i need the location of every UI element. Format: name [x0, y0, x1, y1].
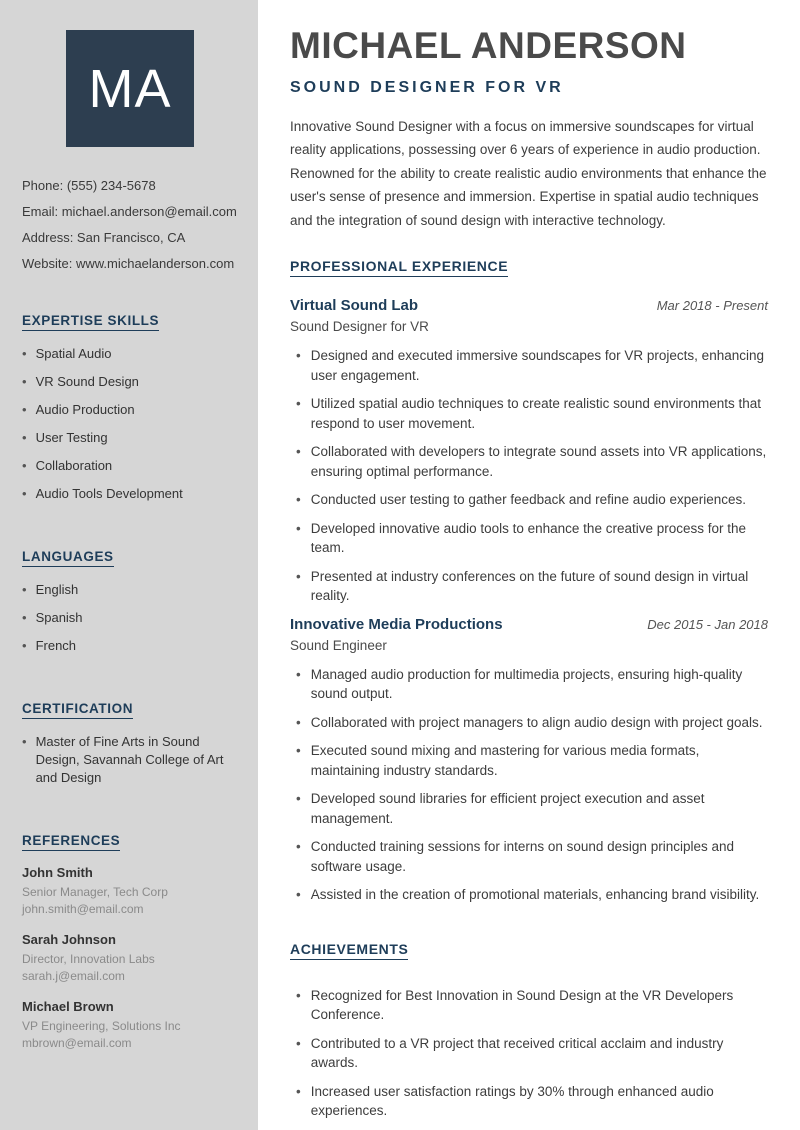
achievement-text: Increased user satisfaction ratings by 30% through enhanced audio experiences.	[310, 1083, 714, 1119]
bullet-icon: •	[22, 638, 27, 653]
main-content	[258, 0, 800, 1130]
bullet-text: Utilized spatial audio techniques to create realistic sound environments that respond to user movement.	[310, 396, 761, 431]
language-label: Spanish	[35, 610, 83, 625]
list-item	[290, 394, 768, 433]
list-item	[22, 429, 238, 447]
job-role: Sound Engineer	[290, 637, 387, 653]
bullet-icon: •	[296, 568, 301, 584]
bullet-text: Collaborated with project managers to align audio design with project goals.	[310, 714, 763, 730]
list-item	[290, 1082, 768, 1121]
job-bullets	[290, 346, 768, 606]
certification-heading: CERTIFICATION	[22, 701, 133, 719]
list-item	[22, 609, 238, 627]
achievement-text: Contributed to a VR project that received critical acclaim and industry awards.	[310, 1035, 724, 1071]
reference-title: Director, Innovation Labs	[22, 952, 155, 966]
bullet-icon: •	[22, 734, 27, 749]
achievements-heading: ACHIEVEMENTS	[290, 941, 408, 960]
reference-title: VP Engineering, Solutions Inc	[22, 1019, 181, 1033]
list-item	[22, 733, 238, 787]
reference-name: John Smith	[22, 865, 93, 880]
bullet-text: Managed audio production for multimedia projects, ensuring high-quality sound output.	[310, 666, 743, 702]
job-bullets	[290, 665, 768, 905]
bullet-icon: •	[22, 486, 27, 501]
reference-email: sarah.j@email.com	[22, 969, 125, 983]
reference-email: john.smith@email.com	[22, 902, 144, 916]
list-item	[22, 581, 238, 599]
bullet-text: Conducted training sessions for interns on sound design principles and software usage.	[310, 839, 734, 874]
list-item	[290, 741, 768, 780]
reference-title: Senior Manager, Tech Corp	[22, 885, 168, 899]
bullet-icon: •	[22, 582, 27, 597]
list-item	[290, 442, 768, 481]
job-entry	[290, 297, 768, 606]
certification-list	[22, 733, 238, 787]
list-item	[22, 485, 238, 503]
list-item	[22, 401, 238, 419]
skill-label: Audio Tools Development	[35, 486, 183, 501]
bullet-text: Developed sound libraries for efficient project execution and asset management.	[310, 791, 705, 826]
bullet-icon: •	[296, 1035, 301, 1051]
bullet-icon: •	[296, 714, 301, 730]
bullet-icon: •	[296, 743, 301, 759]
company-name: Virtual Sound Lab	[290, 297, 419, 315]
list-item	[290, 665, 768, 704]
bullet-icon: •	[22, 458, 27, 473]
job-header	[290, 616, 768, 633]
job-entry	[290, 616, 768, 905]
skill-label: VR Sound Design	[35, 374, 139, 389]
company-name: Innovative Media Productions	[290, 615, 503, 633]
bullet-icon: •	[22, 610, 27, 625]
references-heading: REFERENCES	[22, 833, 120, 851]
bullet-icon: •	[22, 430, 27, 445]
reference-item	[22, 932, 238, 985]
reference-item	[22, 999, 238, 1052]
references-list	[22, 865, 238, 1052]
bullet-text: Designed and executed immersive soundscapes for VR projects, enhancing user engagement.	[310, 348, 764, 383]
bullet-icon: •	[296, 520, 301, 536]
bullet-icon: •	[296, 666, 301, 682]
avatar	[66, 30, 194, 147]
list-item	[290, 789, 768, 828]
list-item	[22, 345, 238, 363]
skill-label: Spatial Audio	[35, 346, 112, 361]
skill-label: Audio Production	[35, 402, 135, 417]
list-item	[290, 885, 768, 905]
page-title: MICHAEL ANDERSON	[290, 25, 687, 66]
languages-heading: LANGUAGES	[22, 549, 114, 567]
list-item	[290, 837, 768, 876]
job-dates: Mar 2018 - Present	[656, 298, 768, 314]
contact-info	[22, 173, 238, 277]
contact-phone: Phone: (555) 234-5678	[22, 178, 156, 193]
bullet-icon: •	[296, 396, 301, 412]
job-header	[290, 297, 768, 314]
bullet-text: Collaborated with developers to integrate sound assets into VR applications, ensuring optimal performance.	[310, 444, 767, 479]
bullet-text: Conducted user testing to gather feedback and refine audio experiences.	[310, 492, 747, 508]
headline-title: SOUND DESIGNER FOR VR	[290, 78, 564, 96]
language-label: French	[35, 638, 77, 653]
skills-heading: EXPERTISE SKILLS	[22, 313, 159, 331]
bullet-icon: •	[296, 791, 301, 807]
list-item	[22, 373, 238, 391]
job-dates: Dec 2015 - Jan 2018	[647, 616, 768, 632]
list-item	[290, 567, 768, 606]
sidebar	[0, 0, 258, 1130]
job-role: Sound Designer for VR	[290, 319, 429, 335]
list-item	[290, 519, 768, 558]
reference-name: Sarah Johnson	[22, 932, 116, 947]
languages-list	[22, 581, 238, 655]
reference-name: Michael Brown	[22, 999, 114, 1014]
list-item	[290, 713, 768, 733]
achievement-text: Recognized for Best Innovation in Sound Design at the VR Developers Conference.	[310, 987, 734, 1023]
skill-label: Collaboration	[35, 458, 113, 473]
reference-email: mbrown@email.com	[22, 1036, 132, 1050]
bullet-icon: •	[296, 887, 301, 903]
contact-address: Address: San Francisco, CA	[22, 230, 186, 245]
bullet-icon: •	[22, 402, 27, 417]
bullet-icon: •	[296, 492, 301, 508]
skill-label: User Testing	[35, 430, 108, 445]
bullet-icon: •	[22, 374, 27, 389]
achievements-list	[290, 986, 768, 1121]
list-item	[22, 457, 238, 475]
list-item	[290, 490, 768, 510]
bullet-text: Assisted in the creation of promotional materials, enhancing brand visibility.	[310, 887, 760, 903]
bullet-text: Presented at industry conferences on the future of sound design in virtual reality.	[310, 568, 749, 604]
bullet-icon: •	[296, 987, 301, 1003]
list-item	[290, 346, 768, 385]
list-item	[290, 986, 768, 1025]
bullet-icon: •	[296, 839, 301, 855]
bullet-icon: •	[296, 1083, 301, 1099]
bullet-icon: •	[296, 444, 301, 460]
list-item	[22, 637, 238, 655]
certification-label: Master of Fine Arts in Sound Design, Savannah College of Art and Design	[35, 734, 224, 785]
summary-paragraph: Innovative Sound Designer with a focus on immersive soundscapes for virtual reality applications, possessing over 6 years of experience in audio production. Renowned for the ability to create realistic audio environments that enhance the user's sense of presence and immersion. Expertise in spatial audio techniques and the integration of sound design with interactive technology.	[290, 118, 767, 228]
bullet-text: Developed innovative audio tools to enhance the creative process for the team.	[310, 520, 747, 556]
language-label: English	[35, 582, 79, 597]
bullet-icon: •	[22, 346, 27, 361]
reference-item	[22, 865, 238, 918]
bullet-icon: •	[296, 348, 301, 364]
skills-list	[22, 345, 238, 503]
contact-website: Website: www.michaelanderson.com	[22, 256, 235, 271]
experience-heading: PROFESSIONAL EXPERIENCE	[290, 258, 508, 277]
list-item	[290, 1034, 768, 1073]
bullet-text: Executed sound mixing and mastering for various media formats, maintaining industry standards.	[310, 743, 700, 778]
avatar-initials: MA	[88, 58, 172, 119]
contact-email: Email: michael.anderson@email.com	[22, 204, 237, 219]
